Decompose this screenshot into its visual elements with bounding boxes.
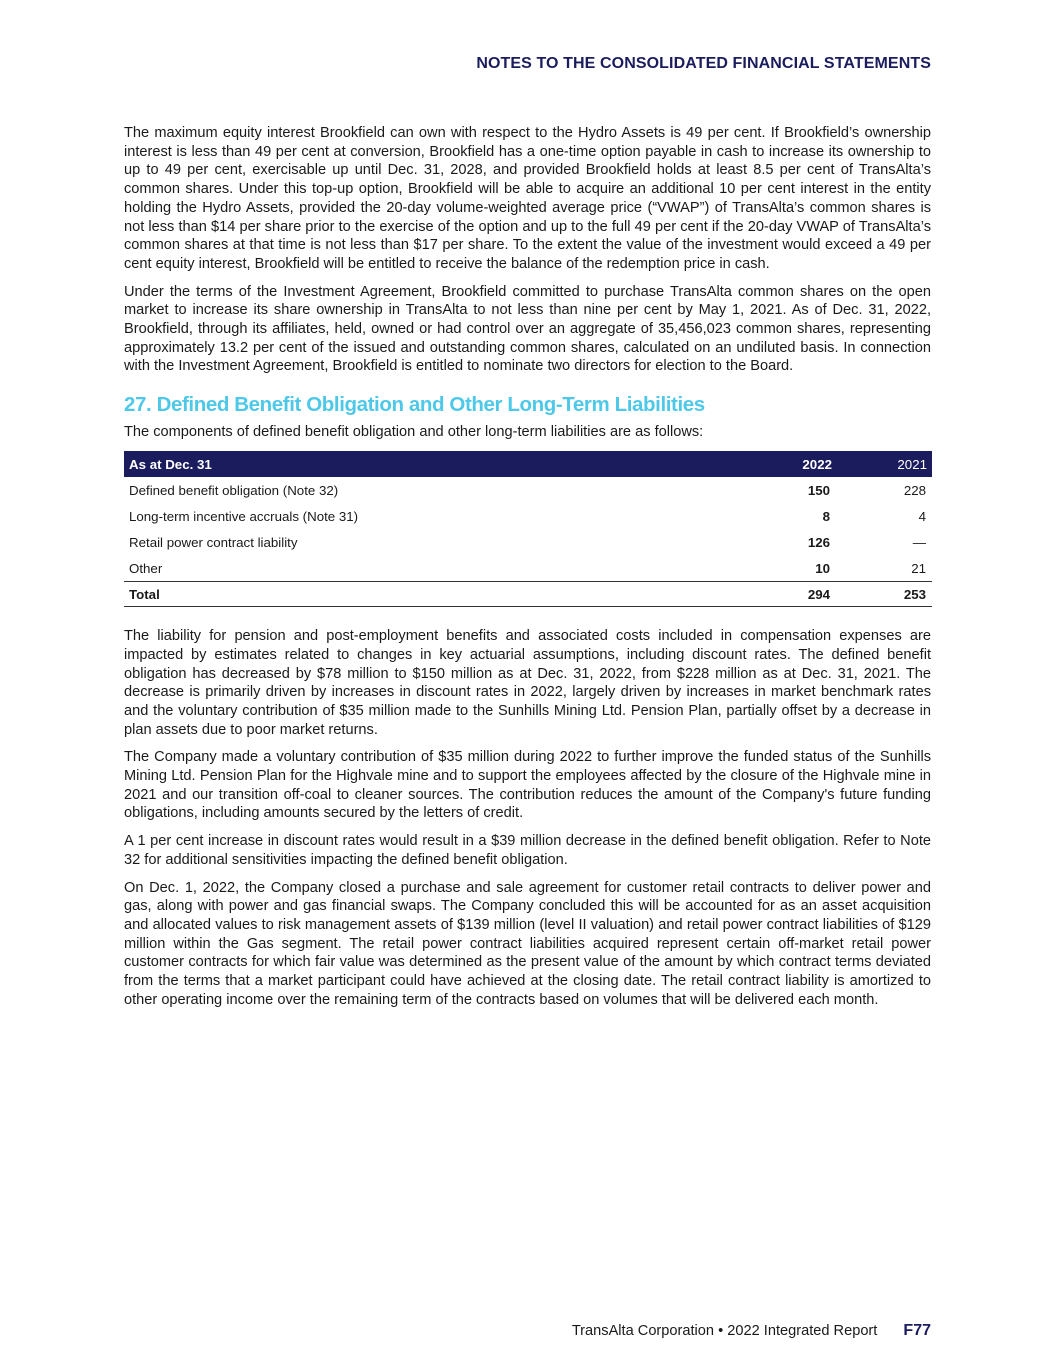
total-label: Total	[124, 582, 727, 607]
table-header-2022: 2022	[802, 456, 832, 472]
row-value-2022: 150	[807, 482, 830, 498]
paragraph-voluntary-contribution: The Company made a voluntary contribution of $35 million during 2022 to further improve the funded status of the Sunhills Mining Ltd. Pension Plan for the Highvale mine and to support the employees affected by the closure of the Highvale mine in 2021 and our transition off-coal to cleaner sources. The contribution reduces the amount of the Company's future funding obligations, including amounts secured by the letters of credit.	[124, 749, 931, 822]
paragraph-investment-agreement: Under the terms of the Investment Agreement, Brookfield committed to purchase TransAlta common shares on the open market to increase its share ownership in TransAlta to not less than nine per cent by May 1, 2021. As of Dec. 31, 2022, Brookfield, through its affiliates, held, owned or had control over an aggregate of 35,456,023 common shares, representing approximately 13.2 per cent of the issued and outstanding common shares, calculated on an undiluted basis. In connection with the Investment Agreement, Brookfield is entitled to nominate two directors for election to the Board.	[124, 283, 931, 375]
section-heading: 27. Defined Benefit Obligation and Other Long-Term Liabilities	[124, 393, 705, 417]
page-content	[124, 124, 931, 1019]
running-header: NOTES TO THE CONSOLIDATED FINANCIAL STATEMENTS	[476, 55, 931, 72]
row-value-2021: —	[912, 534, 926, 550]
row-value-2021: 228	[903, 482, 926, 498]
table-row	[124, 529, 932, 555]
table-header-row	[124, 451, 932, 477]
page-number: F77	[903, 1322, 931, 1339]
row-value-2021: 21	[911, 560, 926, 576]
total-value-2021: 253	[842, 582, 932, 607]
paragraph-retail-contracts: On Dec. 1, 2022, the Company closed a purchase and sale agreement for customer retail contracts to deliver power and gas, along with power and gas financial swaps. The Company concluded this will be accounted for as an asset acquisition and allocated values to risk management assets of $139 million (level II valuation) and retail power contract liabilities of $129 million within the Gas segment. The retail power contract liabilities acquired represent certain off-market retail power customer contracts for which fair value was determined as the present value of the amount by which contract terms deviated from the terms that a market participant could have achieved at the closing date. The retail contract liability is amortized to other operating income over the remaining term of the contracts based on volumes that will be delivered each month.	[124, 879, 931, 1008]
paragraph-pension-liability: The liability for pension and post-employment benefits and associated costs included in compensation expenses are impacted by estimates related to changes in key actuarial assumptions, including discount rates. The defined benefit obligation has decreased by $78 million to $150 million as at Dec. 31, 2022, from $228 million as at Dec. 31, 2021. The decrease is primarily driven by increases in discount rates in 2022, largely driven by increases in market benchmark rates and the voluntary contribution of $35 million made to the Sunhills Mining Ltd. Pension Plan, partially offset by a decrease in plan assets due to poor market returns.	[124, 628, 931, 738]
table-header-2021: 2021	[897, 456, 927, 472]
row-value-2022: 126	[807, 534, 830, 550]
table-row	[124, 555, 932, 582]
row-label: Other	[129, 560, 163, 576]
table-total-row	[124, 582, 932, 607]
paragraph-discount-sensitivity: A 1 per cent increase in discount rates would result in a $39 million decrease in the defined benefit obligation. Refer to Note 32 for additional sensitivities impacting the defined benefit obligation.	[124, 833, 931, 868]
liabilities-table	[124, 451, 932, 607]
paragraph-hydro-assets: The maximum equity interest Brookfield can own with respect to the Hydro Assets is 49 per cent. If Brookfield’s ownership interest is less than 49 per cent at conversion, Brookfield has a one-time option payable in cash to increase its ownership to up to 49 per cent, exercisable up until Dec. 31, 2028, and provided Brookfield holds at least 8.5 per cent of TransAlta’s common shares. Under this top-up option, Brookfield will be able to acquire an additional 10 per cent interest in the entity holding the Hydro Assets, provided the 20-day volume-weighted average price (“VWAP”) of TransAlta’s common shares is not less than $14 per share prior to the exercise of the option and up to the full 49 per cent if the 20-day VWAP of TransAlta’s common shares at that time is not less than $17 per share. To the extent the value of the investment would exceed a 49 per cent equity interest, Brookfield will be entitled to receive the balance of the redemption price in cash.	[124, 125, 931, 272]
section-intro: The components of defined benefit obligation and other long-term liabilities are as follows:	[124, 424, 704, 441]
table-header-label: As at Dec. 31	[129, 456, 212, 472]
row-label: Retail power contract liability	[129, 534, 298, 550]
row-label: Long-term incentive accruals (Note 31)	[129, 508, 359, 524]
table-row	[124, 503, 932, 529]
row-value-2022: 10	[815, 560, 830, 576]
total-value-2022: 294	[727, 582, 842, 607]
page-footer	[572, 1322, 931, 1340]
table-row	[124, 477, 932, 503]
row-value-2021: 4	[918, 508, 926, 524]
footer-report-title: TransAlta Corporation • 2022 Integrated Report	[571, 1323, 878, 1339]
row-label: Defined benefit obligation (Note 32)	[129, 482, 339, 498]
row-value-2022: 8	[822, 508, 830, 524]
